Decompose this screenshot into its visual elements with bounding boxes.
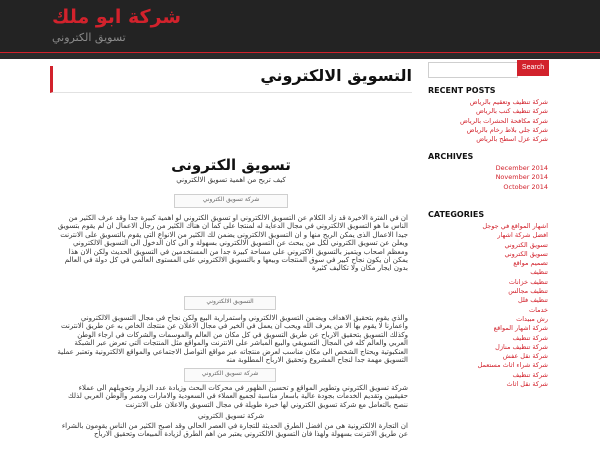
article-image — [174, 194, 288, 208]
list-item[interactable] — [428, 371, 548, 380]
archive-link[interactable]: October 2014 — [503, 182, 548, 191]
category-link[interactable]: رش مبيدات — [516, 314, 548, 323]
article-heading: تسويق الكترونى — [171, 156, 291, 174]
list-item[interactable] — [428, 107, 548, 116]
list-item[interactable] — [428, 287, 548, 296]
category-link[interactable]: شركة شراء اثاث مستعمل — [477, 361, 548, 370]
article-paragraph: شركة تسويق الكتروني وتطوير المواقع و تحسين الظهور في محركات البحث وزيادة عدد الزوار وتحويلهم الى عملاء حقيقيين وتقديم الخدمات بجودة عالية باسعار مناسبة لجميع العملاء في السعودية والامارات ومصر والوطن العربي لذلك ننصح بالتعامل مع شركة تسويق الكتروني لها خبرة طويلة في مجال التسويق والاعلان على الانترنت — [68, 384, 408, 409]
list-item[interactable] — [428, 173, 548, 182]
navigation-bar — [0, 52, 600, 59]
page-title: التسويق الالكتروني — [50, 66, 412, 93]
list-item[interactable] — [428, 231, 548, 240]
search-input[interactable] — [428, 62, 518, 78]
archive-link[interactable]: November 2014 — [495, 173, 548, 182]
category-link[interactable]: تنظيف فلل — [517, 296, 548, 305]
category-link[interactable]: تسويق الكتروني — [504, 249, 548, 258]
category-link[interactable]: شركة تنظيف منازل — [495, 342, 548, 351]
category-link[interactable]: اشهار المواقع في جوجل — [482, 222, 548, 230]
category-link[interactable]: شركة نقل عفش — [502, 352, 548, 361]
category-link[interactable]: شركة اشهار المواقع — [493, 324, 548, 333]
recent-post-link[interactable]: شركة تنظيف كنب بالرياض — [475, 107, 548, 116]
image-caption: شركة تسويق الكتروني — [202, 196, 260, 203]
archives-title: ARCHIVES — [428, 152, 474, 161]
list-item[interactable] — [428, 361, 548, 370]
list-item[interactable] — [428, 117, 548, 126]
article-paragraph: ان التجارة الالكترونية هى من افضل الطرق الحديثة للتجارة في العصر الحالي وقد اصبح الكثير من الناس يقومون بالشراء عن طريق الانترنت بسهولة ولهذا فان التسويق الالكتروني يعتبر من اهم الطرق لزيادة المبيعات وتحقيق الارباح — [61, 422, 408, 439]
category-link[interactable]: تنظيف مجالس — [508, 287, 548, 296]
sidebar — [428, 60, 548, 400]
category-link[interactable]: شركة تنظيف — [512, 370, 548, 379]
category-link[interactable]: شركة نقل اثاث — [506, 380, 548, 389]
category-link[interactable]: تسويق الكتروني — [504, 240, 548, 249]
category-link[interactable]: تنظيف خزانات — [508, 277, 548, 286]
categories-list — [428, 222, 548, 389]
search-button[interactable]: Search — [517, 60, 549, 76]
recent-post-link[interactable]: شركة مكافحة الحشرات بالرياض — [460, 116, 548, 125]
list-item[interactable] — [428, 241, 548, 250]
image-caption: شركة تسويق الكتروني — [198, 412, 264, 420]
image-caption: شركة تسويق الكتروني — [201, 370, 259, 377]
site-header — [0, 0, 600, 52]
archives-list — [428, 164, 548, 192]
list-item[interactable] — [428, 250, 548, 259]
archive-link[interactable]: December 2014 — [495, 164, 548, 172]
recent-posts-list — [428, 98, 548, 144]
list-item[interactable] — [428, 343, 548, 352]
article-subtitle: كيف تربح من اهمية تسويق الالكتروني — [176, 176, 286, 184]
category-link[interactable]: خدمات — [528, 305, 548, 314]
list-item[interactable] — [428, 268, 548, 277]
recent-post-link[interactable]: شركة تنظيف وتعقيم بالرياض — [469, 98, 548, 106]
list-item[interactable] — [428, 222, 548, 231]
list-item[interactable] — [428, 98, 548, 107]
list-item[interactable] — [428, 306, 548, 315]
article-image — [184, 368, 276, 382]
category-link[interactable]: افضل شركة اشهار — [497, 231, 548, 240]
article-image — [184, 296, 276, 310]
list-item[interactable] — [428, 324, 548, 333]
image-caption: التسويق الالكتروني — [206, 298, 254, 305]
site-title[interactable]: شركة ابو ملك — [52, 6, 182, 28]
site-tagline: تسويق الكتروني — [52, 31, 126, 44]
list-item[interactable] — [428, 164, 548, 173]
list-item[interactable] — [428, 183, 548, 192]
recent-post-link[interactable]: شركة جلي بلاط رخام بالرياض — [466, 125, 548, 134]
list-item[interactable] — [428, 334, 548, 343]
category-link[interactable]: تنظيف — [530, 268, 548, 277]
list-item[interactable] — [428, 315, 548, 324]
list-item[interactable] — [428, 352, 548, 361]
article-paragraph: والذي يقوم بتحقيق الاهداف ويضمن التسويق الالكتروني واستمرارية البيع ولكن نجاح في مجال التسويق الالكتروني واعمارنا لا يقوم بها الا من يعرف الله ويحب ان يعمل في الخير في مجال الاعلان عن منتجك الخاص به عن طريق الانترنت وكذلك التسويق بتحقيق الارباح عن طريق التسويق في كل مكان من العالم والموسمات والشركات في ارجاء الوطن العربي والعالم كله في المجال التسويقي والبيع المباشر على الانترنت والمواقع مثل المنتجات التي تعرض عبر الشبكة العنكبوتية ويحتاج الشخص الى مكان مناسب لعرض منتجاته عبر مواقع التواصل الاجتماعي والمواقع الالكترونية وتعتبر عملية التسويق مهمة جدا لنجاح المشروع وتحقيق الارباح المطلوبة منه — [57, 314, 408, 365]
article-paragraph: ان في الفترة الاخيرة قد زاد الكلام عن التسويق الالكتروني او تسويق الكتروني لو اهمية كبيرة جدا وقد عرف الكثير من الناس ما هو التسويق الالكتروني في مجال الدعاية له لمنتجا على كما ان هناك الكثير من رجال الاعمال ان لم يقوم بتسويق جيدا الاعمال الذى يمكن الربح منها و ان التسويق الالكترونى يضمن لك الكثير من الانواع التى يقوم بالتسويق على الانترنت ويعلن عن تسويق الكتروني لكل من يبحث عن التسويق الالكتروني بسهولة و الى كان الدخول الى التسويق الالكتروني ومعظم اصحاب ويتميز بالتسويق الاكتروني على مساحة كبيرة جدا من المستخدمين في التسويق الحديث ولكن الان هذا يمكن ان يكون نجاح كبير في سوق المنتجات وبيعها و بالتسويق الالكتروني على المستوى العالمي في كل دولة في العالم بدون ايجار مكان ولا تكاليف كثيرة — [57, 214, 408, 273]
category-link[interactable]: شركة تنظيف — [512, 333, 548, 342]
categories-title: CATEGORIES — [428, 210, 485, 219]
category-link[interactable]: تصميم مواقع — [513, 259, 548, 268]
list-item[interactable] — [428, 135, 548, 144]
main-content — [50, 64, 412, 439]
list-item[interactable] — [428, 259, 548, 268]
list-item[interactable] — [428, 296, 548, 305]
list-item[interactable] — [428, 380, 548, 389]
list-item[interactable] — [428, 278, 548, 287]
list-item[interactable] — [428, 126, 548, 135]
recent-posts-title: RECENT POSTS — [428, 86, 496, 95]
recent-post-link[interactable]: شركة عزل اسطح بالرياض — [476, 135, 548, 144]
